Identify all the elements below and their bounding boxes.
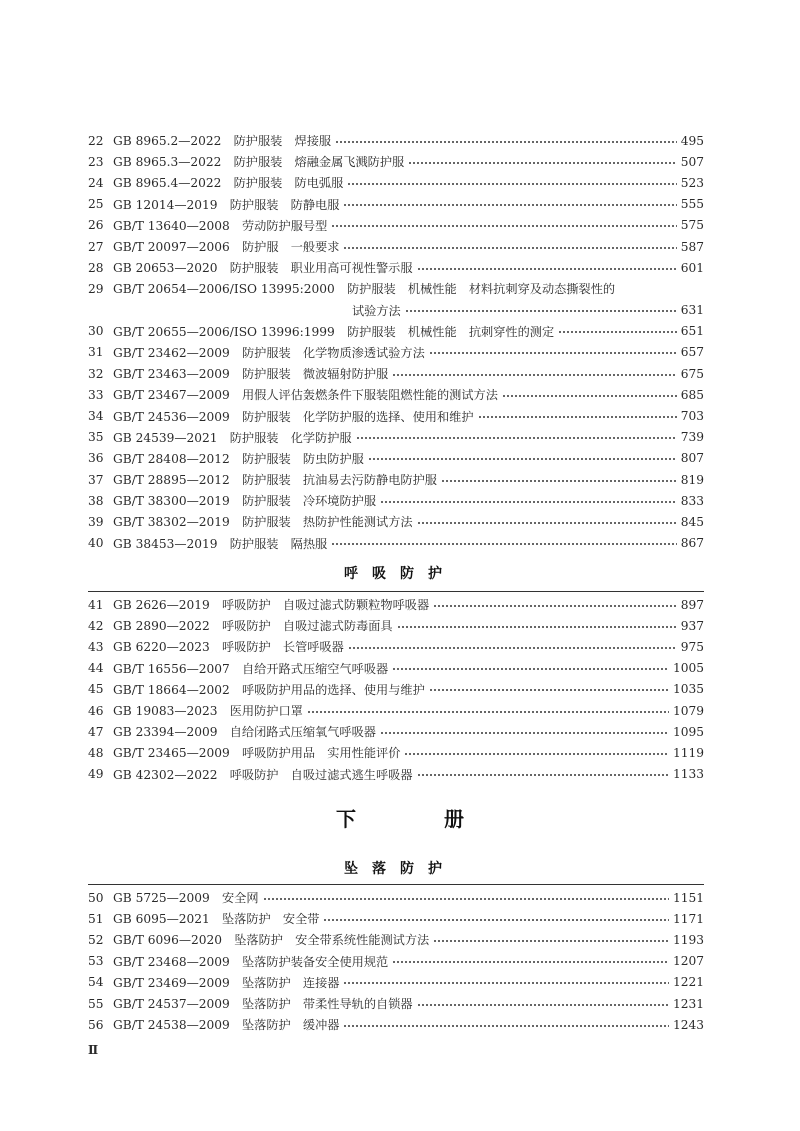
leader-dots	[331, 536, 677, 550]
entry-number: 55	[88, 996, 104, 1011]
entry-number: 28	[88, 260, 104, 275]
entry-page: 1221	[672, 975, 704, 990]
entry-page: 1243	[672, 1017, 704, 1032]
entry-title: GB 5725—2009 安全网	[113, 891, 259, 906]
entry-number: 36	[88, 451, 104, 466]
leader-dots	[323, 912, 668, 926]
entry-page: 845	[680, 514, 704, 529]
toc-entry	[88, 700, 704, 721]
leader-dots	[433, 933, 669, 947]
entry-number: 27	[88, 239, 104, 254]
toc-entry	[88, 194, 704, 215]
leader-dots	[343, 197, 676, 211]
entry-page: 833	[680, 493, 704, 508]
leader-dots	[307, 704, 669, 718]
section-rule	[88, 591, 704, 592]
toc-entry	[88, 511, 704, 532]
entry-title: GB/T 23462—2009 防护服装 化学物质渗透试验方法	[113, 345, 425, 360]
toc-entry	[88, 1014, 704, 1035]
entry-number: 23	[88, 154, 104, 169]
entry-title: GB/T 18664—2002 呼吸防护用品的选择、使用与维护	[113, 682, 425, 697]
leader-dots	[331, 218, 676, 232]
entry-number: 30	[88, 324, 104, 339]
toc-entry	[88, 427, 704, 448]
entry-title: GB/T 28895—2012 防护服装 抗油易去污防静电防护服	[113, 473, 437, 488]
leader-dots	[433, 598, 677, 612]
entry-page: 1207	[672, 954, 704, 969]
volume-title: 下册	[336, 807, 552, 831]
leader-dots	[368, 451, 677, 465]
entry-number: 42	[88, 618, 104, 633]
leader-dots	[441, 473, 677, 487]
toc-entry	[88, 151, 704, 172]
section-rule	[88, 884, 704, 885]
entry-title: GB 24539—2021 防护服装 化学防护服	[113, 430, 352, 445]
leader-dots	[558, 324, 677, 338]
toc-entry	[88, 972, 704, 993]
entry-title: GB/T 20097—2006 防护服 一般要求	[113, 240, 340, 255]
toc-entry	[88, 257, 704, 278]
entry-title: GB/T 38302—2019 防护服装 热防护性能测试方法	[113, 515, 413, 530]
entry-number: 50	[88, 890, 104, 905]
entry-title: GB 8965.4—2022 防护服装 防电弧服	[113, 176, 344, 191]
entry-page: 601	[680, 260, 704, 275]
page-number: Ⅱ	[88, 1043, 99, 1057]
leader-dots	[417, 997, 669, 1011]
leader-dots	[417, 767, 669, 781]
entry-page: 1119	[672, 745, 704, 760]
entry-page: 1151	[672, 890, 704, 905]
entry-title: GB 8965.3—2022 防护服装 熔融金属飞溅防护服	[113, 155, 405, 170]
toc-group-respiratory	[88, 594, 704, 785]
entry-number: 54	[88, 975, 104, 990]
entry-title: GB/T 38300—2019 防护服装 冷环境防护服	[113, 494, 377, 509]
toc-entry-continuation	[88, 300, 704, 321]
entry-page: 867	[680, 536, 704, 551]
entry-title-continued: 试验方法	[352, 303, 401, 318]
section-title-fall: 坠落防护	[344, 861, 456, 877]
entry-number: 29	[88, 281, 104, 296]
entry-number: 31	[88, 345, 104, 360]
entry-title: GB/T 13640—2008 劳动防护服号型	[113, 218, 328, 233]
leader-dots	[380, 725, 669, 739]
toc-entry	[88, 321, 704, 342]
entry-page: 819	[680, 472, 704, 487]
entry-number: 24	[88, 175, 104, 190]
entry-title: GB/T 28408—2012 防护服装 防虫防护服	[113, 451, 364, 466]
entry-title: GB 20653—2020 防护服装 职业用高可视性警示服	[113, 261, 413, 276]
leader-dots	[404, 746, 669, 760]
entry-number: 45	[88, 682, 104, 697]
entry-page: 555	[680, 197, 704, 212]
leader-dots	[347, 176, 676, 190]
entry-page: 937	[680, 618, 704, 633]
entry-number: 44	[88, 661, 104, 676]
entry-title: GB/T 16556—2007 自给开路式压缩空气呼吸器	[113, 661, 389, 676]
entry-page: 1095	[672, 724, 704, 739]
leader-dots	[502, 388, 677, 402]
leader-dots	[392, 661, 669, 675]
entry-title: GB/T 23463—2009 防护服装 微波辐射防护服	[113, 367, 389, 382]
entry-page: 575	[680, 218, 704, 233]
entry-page: 1133	[672, 767, 704, 782]
entry-title: GB 2626—2019 呼吸防护 自吸过滤式防颗粒物呼吸器	[113, 598, 430, 613]
entry-title: GB/T 23465—2009 呼吸防护用品 实用性能评价	[113, 746, 401, 761]
entry-title: GB/T 24536—2009 防护服装 化学防护服的选择、使用和维护	[113, 409, 474, 424]
toc-entry	[88, 887, 704, 908]
entry-title: GB 2890—2022 呼吸防护 自吸过滤式防毒面具	[113, 619, 393, 634]
toc-entry	[88, 215, 704, 236]
leader-dots	[408, 155, 677, 169]
entry-number: 38	[88, 493, 104, 508]
entry-page: 1035	[672, 682, 704, 697]
leader-dots	[348, 640, 677, 654]
entry-number: 43	[88, 639, 104, 654]
toc-entry	[88, 278, 704, 299]
entry-number: 41	[88, 597, 104, 612]
entry-page: 739	[680, 430, 704, 445]
entry-page: 507	[680, 154, 704, 169]
toc-entry	[88, 721, 704, 742]
leader-dots	[335, 134, 677, 148]
leader-dots	[405, 303, 677, 317]
toc-entry	[88, 594, 704, 615]
entry-title: GB/T 23468—2009 坠落防护装备安全使用规范	[113, 954, 389, 969]
toc-entry	[88, 636, 704, 657]
leader-dots	[263, 891, 669, 905]
toc-entry	[88, 679, 704, 700]
entry-page: 587	[680, 239, 704, 254]
toc-entry	[88, 130, 704, 151]
entry-number: 33	[88, 387, 104, 402]
entry-number: 25	[88, 197, 104, 212]
entry-title: GB/T 24537—2009 坠落防护 带柔性导轨的自锁器	[113, 997, 413, 1012]
entry-page: 523	[680, 175, 704, 190]
toc-entry	[88, 764, 704, 785]
entry-number: 34	[88, 409, 104, 424]
entry-title: GB/T 23467—2009 用假人评估轰燃条件下服装阻燃性能的测试方法	[113, 388, 498, 403]
entry-title: GB 8965.2—2022 防护服装 焊接服	[113, 134, 332, 149]
toc-entry	[88, 363, 704, 384]
entry-page: 1005	[672, 661, 704, 676]
toc-entry	[88, 490, 704, 511]
entry-page: 703	[680, 409, 704, 424]
entry-title: GB 38453—2019 防护服装 隔热服	[113, 536, 328, 551]
toc-entry	[88, 236, 704, 257]
entry-number: 32	[88, 366, 104, 381]
entry-page: 807	[680, 451, 704, 466]
toc-entry	[88, 384, 704, 405]
toc-entry	[88, 469, 704, 490]
leader-dots	[343, 1018, 669, 1032]
entry-number: 26	[88, 218, 104, 233]
toc-entry	[88, 993, 704, 1014]
entry-number: 47	[88, 724, 104, 739]
leader-dots	[343, 240, 676, 254]
entry-title: GB/T 23469—2009 坠落防护 连接器	[113, 975, 340, 990]
entry-number: 46	[88, 703, 104, 718]
toc-group-protective-clothing	[88, 130, 704, 554]
entry-page: 1171	[672, 911, 704, 926]
entry-title: GB/T 6096—2020 坠落防护 安全带系统性能测试方法	[113, 933, 430, 948]
toc-entry	[88, 658, 704, 679]
toc-entry	[88, 615, 704, 636]
entry-number: 22	[88, 133, 104, 148]
leader-dots	[392, 367, 677, 381]
entry-page: 651	[680, 324, 704, 339]
leader-dots	[380, 494, 677, 508]
entry-page: 1079	[672, 703, 704, 718]
entry-page: 657	[680, 345, 704, 360]
entry-title: GB 42302—2022 呼吸防护 自吸过滤式逃生呼吸器	[113, 767, 413, 782]
entry-page: 685	[680, 387, 704, 402]
section-title-respiratory: 呼吸防护	[344, 566, 456, 582]
entry-number: 48	[88, 745, 104, 760]
entry-number: 49	[88, 767, 104, 782]
entry-page: 975	[680, 639, 704, 654]
entry-title: GB/T 24538—2009 坠落防护 缓冲器	[113, 1018, 340, 1033]
entry-page: 495	[680, 133, 704, 148]
leader-dots	[417, 261, 677, 275]
entry-title: GB/T 20654—2006/ISO 13995:2000 防护服装 机械性能 材料抗刺穿及动态撕裂性的	[113, 282, 616, 297]
toc-entry	[88, 172, 704, 193]
entry-number: 56	[88, 1017, 104, 1032]
leader-dots	[392, 954, 669, 968]
leader-dots	[417, 515, 677, 529]
leader-dots	[478, 409, 677, 423]
toc-entry	[88, 342, 704, 363]
toc-entry	[88, 742, 704, 763]
entry-title: GB 6095—2021 坠落防护 安全带	[113, 912, 320, 927]
leader-dots	[397, 619, 677, 633]
toc-entry	[88, 533, 704, 554]
entry-page: 1231	[672, 996, 704, 1011]
entry-number: 37	[88, 472, 104, 487]
toc-group-fall	[88, 887, 704, 1035]
entry-title: GB 12014—2019 防护服装 防静电服	[113, 197, 340, 212]
leader-dots	[429, 345, 677, 359]
entry-number: 40	[88, 536, 104, 551]
leader-dots	[429, 682, 669, 696]
toc-entry	[88, 908, 704, 929]
entry-page: 897	[680, 597, 704, 612]
entry-page: 631	[680, 303, 704, 318]
entry-title: GB 6220—2023 呼吸防护 长管呼吸器	[113, 640, 344, 655]
entry-number: 39	[88, 514, 104, 529]
toc-entry	[88, 929, 704, 950]
leader-dots	[343, 975, 669, 989]
entry-page: 675	[680, 366, 704, 381]
toc-entry	[88, 951, 704, 972]
entry-title: GB 19083—2023 医用防护口罩	[113, 704, 303, 719]
entry-number: 52	[88, 932, 104, 947]
toc-entry	[88, 405, 704, 426]
leader-dots	[356, 430, 677, 444]
entry-title: GB/T 20655—2006/ISO 13996:1999 防护服装 机械性能 抗刺穿性的测定	[113, 324, 555, 339]
entry-number: 35	[88, 430, 104, 445]
entry-title: GB 23394—2009 自给闭路式压缩氧气呼吸器	[113, 725, 376, 740]
entry-page: 1193	[672, 932, 704, 947]
toc-entry	[88, 448, 704, 469]
entry-number: 53	[88, 954, 104, 969]
entry-number: 51	[88, 911, 104, 926]
